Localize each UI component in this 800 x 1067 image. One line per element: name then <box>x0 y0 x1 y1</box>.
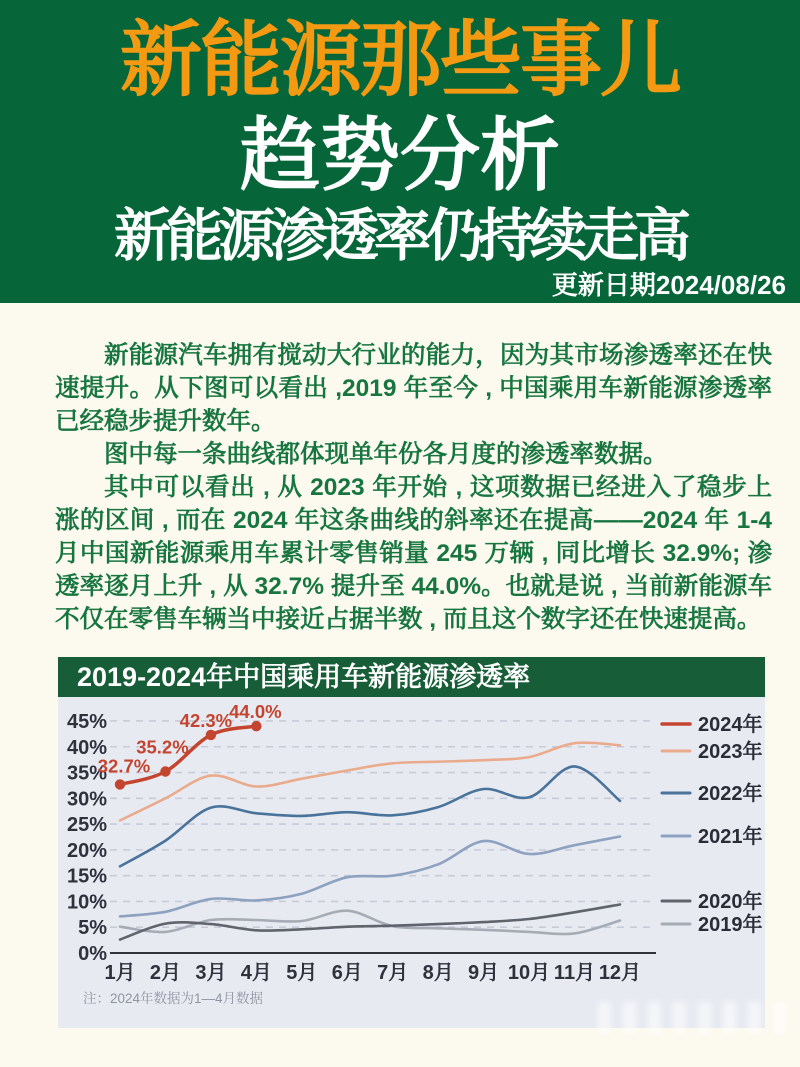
update-date: 更新日期2024/08/26 <box>551 270 786 300</box>
x-tick-label: 3月 <box>195 962 227 984</box>
x-tick-label: 1月 <box>104 962 136 984</box>
legend-label: 2022年 <box>698 783 763 805</box>
point-label: 35.2% <box>136 736 189 758</box>
brand-title: 新能源那些事儿 <box>119 15 680 106</box>
hero-banner <box>0 0 800 303</box>
paragraph-2: 图中每一条曲线都体现单年份各月度的渗透率数据。 <box>104 441 668 468</box>
x-tick-label: 10月 <box>507 962 551 984</box>
paragraph-1: 新能源汽车拥有搅动大行业的能力，因为其市场渗透率还在快速提升。从下图可以看出 ,2019 年至今 , 中国乘用车新能源渗透率已经稳步提升数年。 <box>55 342 772 435</box>
chart-note: 注：2024年数据为1—4月数据 <box>83 991 264 1006</box>
y-tick-label: 30% <box>66 788 107 811</box>
point-label: 42.3% <box>179 709 233 731</box>
legend-label: 2023年 <box>698 741 763 763</box>
x-tick-label: 7月 <box>377 962 409 984</box>
point-label: 32.7% <box>97 755 151 777</box>
x-tick-label: 6月 <box>331 962 363 984</box>
x-tick-label: 12月 <box>598 962 642 984</box>
series-marker <box>160 766 170 776</box>
main-title: 趋势分析 <box>240 111 560 200</box>
series-marker <box>115 779 125 789</box>
x-tick-label: 8月 <box>422 962 454 984</box>
legend-label: 2019年 <box>698 914 763 936</box>
y-tick-label: 0% <box>78 943 107 965</box>
chart-card-header <box>58 657 765 697</box>
chart-card <box>58 657 765 1028</box>
legend-label: 2020年 <box>698 891 763 913</box>
series-line-2023年 <box>120 743 620 821</box>
y-tick-label: 5% <box>78 917 107 940</box>
article <box>0 303 800 655</box>
x-tick-label: 5月 <box>286 962 318 984</box>
point-label: 44.0% <box>229 701 282 723</box>
chart-title: 2019-2024年中国乘用车新能源渗透率 <box>77 662 531 692</box>
x-tick-label: 4月 <box>240 962 272 984</box>
paragraph-3: 其中可以看出 , 从 2023 年开始 , 这项数据已经进入了稳步上涨的区间 , 而在 2024 年这条曲线的斜率还在提高——2024 年 1-4 月中国新能源乘用车累计零售销量 245 万辆 , 同比增长 32.9%; 渗透率逐月上升 , 从 32.7% 提升至 44.0%。也就是说 , 当前新能源车不仅在零售车辆当中接近占据半数 , 而且这个数字还在快速提高。 <box>55 474 772 633</box>
x-tick-label: 2月 <box>149 962 182 984</box>
y-tick-label: 15% <box>66 865 107 888</box>
series-marker <box>206 730 216 740</box>
x-tick-label: 11月 <box>553 962 596 984</box>
y-tick-label: 35% <box>66 762 107 785</box>
series-marker <box>251 721 261 731</box>
y-tick-label: 10% <box>66 891 107 914</box>
x-tick-label: 9月 <box>468 962 500 984</box>
legend-label: 2024年 <box>698 714 763 736</box>
chart-area <box>58 697 765 1028</box>
y-tick-label: 20% <box>66 839 107 862</box>
y-tick-label: 40% <box>66 736 107 759</box>
y-tick-label: 45% <box>66 710 107 733</box>
subtitle: 新能源渗透率仍持续走高 <box>114 204 686 268</box>
legend-label: 2021年 <box>698 826 763 848</box>
y-tick-label: 25% <box>66 814 107 837</box>
penetration-line-chart <box>58 697 765 1028</box>
